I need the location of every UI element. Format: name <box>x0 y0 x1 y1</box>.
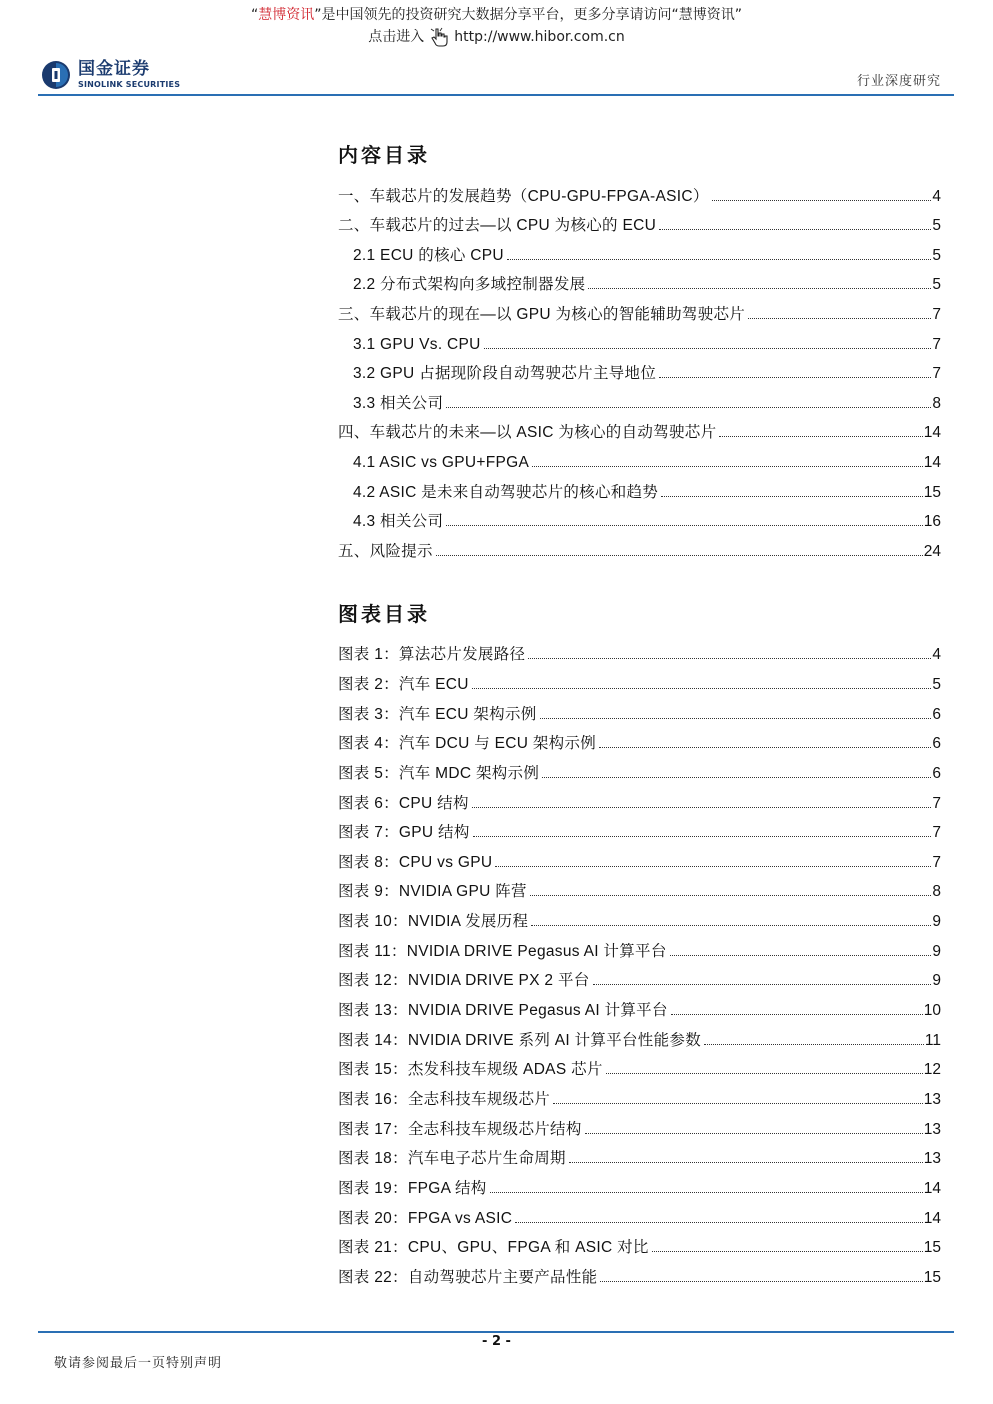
header-divider <box>38 94 954 96</box>
toc-entry[interactable] <box>338 265 941 295</box>
logo-chinese-name: 国金证券 <box>78 59 150 79</box>
figure-entry-label: 图表 6：CPU 结构 <box>338 794 469 812</box>
dot-leader <box>652 1251 923 1252</box>
figure-entry[interactable] <box>338 694 941 724</box>
toc-entry-page: 5 <box>932 217 941 235</box>
figure-entry-label: 图表 2：汽车 ECU <box>338 676 469 693</box>
dot-leader <box>659 377 931 378</box>
toc-entry[interactable] <box>338 413 941 443</box>
toc-entry-label: 四、车载芯片的未来—以 ASIC 为核心的自动驾驶芯片 <box>338 424 717 442</box>
pointer-hand-icon[interactable] <box>428 26 450 48</box>
dot-leader <box>472 807 932 808</box>
figure-entry[interactable] <box>338 1139 941 1169</box>
figure-entry-label: 图表 5：汽车 MDC 架构示例 <box>338 764 540 782</box>
toc-entry-page: 7 <box>932 335 941 353</box>
toc-entry-page: 14 <box>923 424 941 442</box>
figure-entry-label: 图表 19：FPGA 结构 <box>338 1179 487 1197</box>
table-of-contents <box>338 138 941 1287</box>
toc-entry[interactable] <box>338 531 941 561</box>
toc-entry-label: 3.3 相关公司 <box>353 394 444 412</box>
figure-entry-label: 图表 4：汽车 DCU 与 ECU 架构示例 <box>338 735 597 753</box>
figure-entry-label: 图表 1：算法芯片发展路径 <box>338 646 526 664</box>
figure-entry[interactable] <box>338 813 941 843</box>
toc-entry-page: 16 <box>923 513 941 531</box>
toc-entry[interactable] <box>338 176 941 206</box>
figure-entry-page: 13 <box>923 1090 941 1108</box>
figure-entry[interactable] <box>338 753 941 783</box>
logo-english-name: SINOLINK SECURITIES <box>78 80 181 89</box>
dot-leader <box>748 318 931 319</box>
toc-entry-page: 15 <box>923 483 941 501</box>
figure-entry-label: 图表 7：GPU 结构 <box>338 824 470 842</box>
toc-entry[interactable] <box>338 206 941 236</box>
figure-entry-page: 8 <box>932 883 941 901</box>
dot-leader <box>436 555 923 556</box>
toc-entry-page: 8 <box>932 394 941 412</box>
dot-leader <box>659 229 931 230</box>
dot-leader <box>528 658 931 659</box>
dot-leader <box>446 407 931 408</box>
dot-leader <box>540 718 932 719</box>
figure-entry[interactable] <box>338 901 941 931</box>
dot-leader <box>599 747 931 748</box>
figure-entry[interactable] <box>338 1050 941 1080</box>
figure-entry-label: 图表 16：全志科技车规级芯片 <box>338 1090 551 1108</box>
figure-entry-page: 10 <box>923 1002 941 1020</box>
toc-entry-label: 二、车载芯片的过去—以 CPU 为核心的 ECU <box>338 217 657 235</box>
figure-entry-page: 4 <box>932 646 941 664</box>
figure-entry-label: 图表 9：NVIDIA GPU 阵营 <box>338 883 527 901</box>
figure-entry-label: 图表 17：全志科技车规级芯片结构 <box>338 1120 582 1138</box>
figure-entry-page: 6 <box>932 735 941 753</box>
document-type: 行业深度研究 <box>856 74 941 89</box>
toc-entry[interactable] <box>338 383 941 413</box>
page-number: - 2 - <box>482 1334 511 1349</box>
dot-leader <box>585 1133 923 1134</box>
toc-entry[interactable] <box>338 472 941 502</box>
dot-leader <box>704 1044 924 1045</box>
figure-entry-label: 图表 18：汽车电子芯片生命周期 <box>338 1150 566 1168</box>
figure-entry[interactable] <box>338 872 941 902</box>
dot-leader <box>606 1073 923 1074</box>
dot-leader <box>719 436 922 437</box>
figure-entry[interactable] <box>338 1168 941 1198</box>
figure-entry[interactable] <box>338 1198 941 1228</box>
banner-enter-text: 点击进入 <box>368 29 425 45</box>
figure-entry-page: 9 <box>932 972 941 990</box>
figure-entry-label: 图表 3：汽车 ECU 架构示例 <box>338 705 537 723</box>
figure-entry-label: 图表 20：FPGA vs ASIC <box>338 1209 513 1227</box>
figure-entry[interactable] <box>338 1257 941 1287</box>
dot-leader <box>495 866 931 867</box>
dot-leader <box>484 348 932 349</box>
figure-index <box>338 597 941 1287</box>
figure-entry-page: 9 <box>932 913 941 931</box>
dot-leader <box>712 200 932 201</box>
figure-entry-label: 图表 10：NVIDIA 发展历程 <box>338 913 529 931</box>
banner-url-link[interactable]: http://www.hibor.com.cn <box>454 29 625 45</box>
figure-entry[interactable] <box>338 1020 941 1050</box>
toc-entry-page: 5 <box>932 276 941 294</box>
figure-entry[interactable] <box>338 783 941 813</box>
figure-entry-label: 图表 21：CPU、GPU、FPGA 和 ASIC 对比 <box>338 1239 649 1257</box>
figure-index-title: 图表目录 <box>338 601 430 626</box>
toc-entry-page: 5 <box>932 246 941 264</box>
figure-entry[interactable] <box>338 990 941 1020</box>
toc-entry-label: 4.1 ASIC vs GPU+FPGA <box>353 453 530 471</box>
figure-entry-label: 图表 13：NVIDIA DRIVE Pegasus AI 计算平台 <box>338 1002 668 1020</box>
figure-entry[interactable] <box>338 961 941 991</box>
figure-entry[interactable] <box>338 931 941 961</box>
toc-entry-page: 24 <box>923 542 941 560</box>
figure-entry-label: 图表 12：NVIDIA DRIVE PX 2 平台 <box>338 972 590 990</box>
dot-leader <box>670 955 932 956</box>
figure-entry[interactable] <box>338 664 941 694</box>
dot-leader <box>553 1103 923 1104</box>
toc-entry-label: 五、风险提示 <box>338 542 433 560</box>
toc-entries <box>338 176 941 561</box>
figure-entry-page: 15 <box>923 1268 941 1286</box>
figure-entry-page: 5 <box>932 676 941 693</box>
toc-entry-page: 7 <box>932 365 941 383</box>
figure-entry-label: 图表 11：NVIDIA DRIVE Pegasus AI 计算平台 <box>338 942 667 960</box>
figure-entry[interactable] <box>338 724 941 754</box>
dot-leader <box>490 1192 923 1193</box>
figure-entry[interactable] <box>338 842 941 872</box>
figure-entry-label: 图表 14：NVIDIA DRIVE 系列 AI 计算平台性能参数 <box>338 1031 702 1049</box>
figure-entry-page: 11 <box>924 1031 941 1049</box>
dot-leader <box>600 1281 922 1282</box>
toc-entry[interactable] <box>338 354 941 384</box>
toc-entry[interactable] <box>338 502 941 532</box>
dot-leader <box>446 525 922 526</box>
toc-entry-label: 3.1 GPU Vs. CPU <box>353 335 481 353</box>
figure-entry-page: 7 <box>932 794 941 812</box>
toc-entry-label: 3.2 GPU 占据现阶段自动驾驶芯片主导地位 <box>353 365 657 383</box>
dot-leader <box>588 288 931 289</box>
figure-entries <box>338 635 941 1287</box>
toc-entry-page: 4 <box>932 187 941 205</box>
dot-leader <box>671 1014 923 1015</box>
figure-entry-page: 13 <box>923 1150 941 1168</box>
figure-entry-page: 14 <box>923 1179 941 1197</box>
toc-entry[interactable] <box>338 324 941 354</box>
figure-entry[interactable] <box>338 1109 941 1139</box>
banner-line-1: “慧博资讯”是中国领先的投资研究大数据分享平台，更多分享请访问“慧博资讯” <box>250 7 743 23</box>
dot-leader <box>507 259 931 260</box>
disclaimer-text: 敬请参阅最后一页特别声明 <box>54 1356 223 1371</box>
toc-entry[interactable] <box>338 294 941 324</box>
footer-divider <box>38 1331 954 1333</box>
figure-entry-page: 12 <box>923 1061 941 1079</box>
toc-entry-label: 2.2 分布式架构向多域控制器发展 <box>353 276 586 294</box>
toc-title: 内容目录 <box>338 143 430 167</box>
dot-leader <box>661 496 923 497</box>
top-banner <box>0 4 993 48</box>
figure-entry[interactable] <box>338 635 941 665</box>
toc-entry[interactable] <box>338 442 941 472</box>
banner-line-2 <box>0 26 993 48</box>
sinolink-logo-icon <box>40 59 72 91</box>
figure-entry-label: 图表 15：杰发科技车规级 ADAS 芯片 <box>338 1061 603 1079</box>
figure-entry-page: 6 <box>932 764 941 782</box>
dot-leader <box>593 984 932 985</box>
dot-leader <box>531 925 931 926</box>
toc-entry-page: 14 <box>923 453 941 471</box>
figure-entry-page: 13 <box>923 1120 941 1138</box>
dot-leader <box>530 895 932 896</box>
dot-leader <box>542 777 931 778</box>
dot-leader <box>532 466 923 467</box>
figure-entry-page: 14 <box>923 1209 941 1227</box>
figure-entry-page: 6 <box>932 705 941 723</box>
toc-entry-label: 4.3 相关公司 <box>353 513 444 531</box>
figure-entry[interactable] <box>338 1079 941 1109</box>
dot-leader <box>473 836 932 837</box>
toc-entry-label: 2.1 ECU 的核心 CPU <box>353 246 504 264</box>
figure-entry-page: 15 <box>923 1239 941 1257</box>
dot-leader <box>515 1222 923 1223</box>
figure-entry[interactable] <box>338 1228 941 1258</box>
figure-entry-label: 图表 8：CPU vs GPU <box>338 853 493 871</box>
toc-entry-label: 三、车载芯片的现在—以 GPU 为核心的智能辅助驾驶芯片 <box>338 305 746 323</box>
figure-entry-label: 图表 22：自动驾驶芯片主要产品性能 <box>338 1268 598 1286</box>
figure-entry-page: 7 <box>932 853 941 871</box>
toc-entry[interactable] <box>338 235 941 265</box>
dot-leader <box>569 1162 923 1163</box>
figure-entry-page: 9 <box>932 942 941 960</box>
toc-entry-page: 7 <box>932 305 941 323</box>
company-logo <box>40 58 180 92</box>
toc-entry-label: 4.2 ASIC 是未来自动驾驶芯片的核心和趋势 <box>353 483 659 501</box>
toc-entry-label: 一、车载芯片的发展趋势（CPU-GPU-FPGA-ASIC） <box>338 187 709 205</box>
banner-brand[interactable]: 慧博资讯 <box>258 7 315 23</box>
figure-entry-page: 7 <box>932 824 941 842</box>
dot-leader <box>472 688 932 689</box>
